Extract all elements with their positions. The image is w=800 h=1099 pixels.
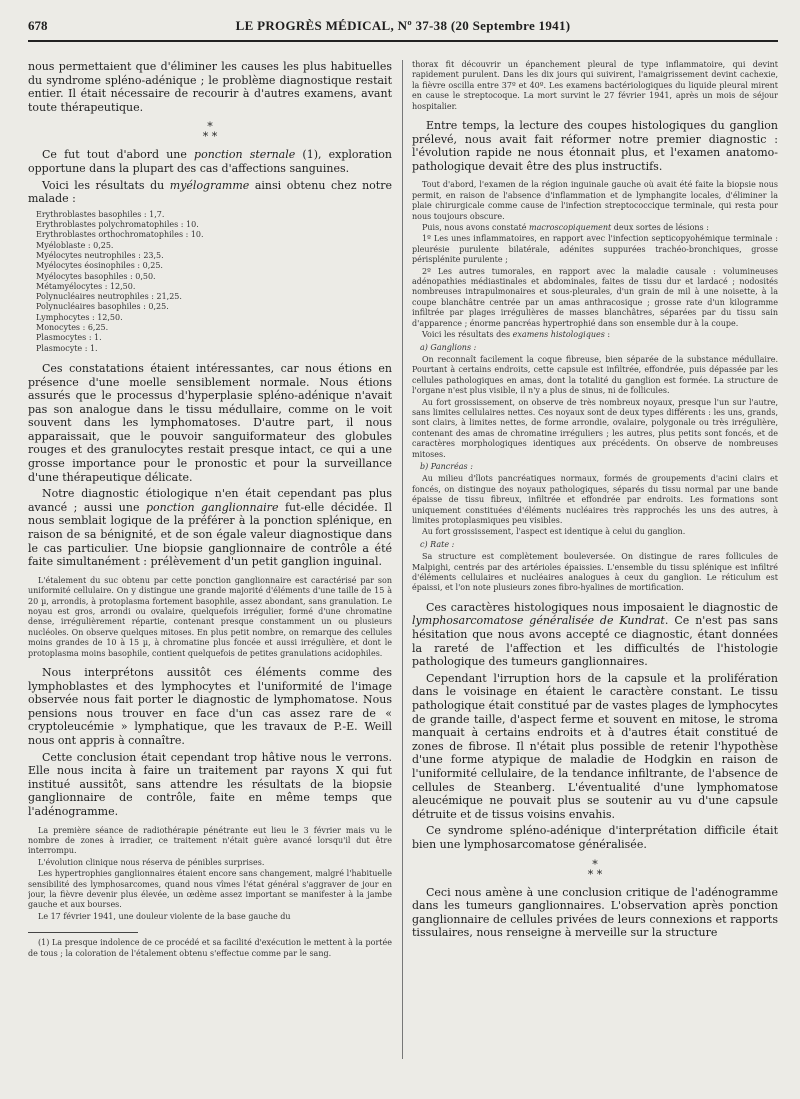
myelogram-item: Plasmocytes : 1. — [36, 333, 102, 343]
column-divider — [402, 60, 403, 1059]
paragraph: Entre temps, la lecture des coupes histologiques du ganglion prélevé, nous avait fait réformer notre premier diagnostic : l'évolution rapide ne nous étonnait plus, et l'examen anatomo-pathologique devait être des plus instructifs. — [412, 119, 778, 173]
small-print-paragraph: 2º Les autres tumorales, en rapport avec la maladie causale : volumineuses adénopathies médiastinales et abdominales, faites de tissu dur et lardacé ; nodosités nombreuses intrapulmonaires et sous-pleurales, d'un grain de mil à une noisette, à la coupe blanchâtre centrée par un amas anthracosique ; grosse rate d'un kilogramme infiltrée par plages irrégulières de masses blanchâtres, séparées par du tissu sain d'apparence ; énorme pancréas hypertrophié dans son ensemble dur à la coupe. — [412, 266, 778, 328]
small-print-paragraph: Au milieu d'îlots pancréatiques normaux, formés de groupements d'acini clairs et foncés, on distingue des noyaux pathologiques, séparés du tissu normal par une bande épaisse de tissu fibreux, infiltrée et effondrée par endroits. Les formations sont uniquement constituées d'éléments nucléaires très rapprochés les uns des autres, à limites protoplasmiques peu visibles. — [412, 474, 778, 525]
small-print-paragraph: Voici les résultats des examens histologiques : — [422, 330, 611, 340]
myelogram-item: Erythroblastes orthochromatophiles : 10. — [36, 230, 204, 240]
article-columns — [28, 60, 778, 1059]
asterism-top: * — [207, 120, 213, 134]
footnote: (1) La presque indolence de ce procédé et sa facilité d'exécution le mettent à la portée de tous ; la coloration de l'étalement obtenu s'effectue comme par le sang. — [28, 938, 392, 958]
footnote-rule — [28, 932, 138, 933]
small-print-paragraph: Puis, nous avons constaté macroscopiquement deux sortes de lésions : — [422, 223, 709, 233]
paragraph: Ce syndrome spléno-adénique d'interprétation difficile était bien une lymphosarcomatose généralisée. — [412, 824, 778, 851]
journal-title: LE PROGRÈS MÉDICAL, Nº 37-38 (20 Septembre 1941) — [235, 18, 571, 33]
subsection-heading: b) Pancréas : — [420, 461, 473, 471]
section-separator — [412, 857, 778, 881]
right-column — [412, 60, 778, 1059]
paragraph: Nous interprétons aussitôt ces éléments comme des lymphoblastes et des lymphocytes et l'uniformité de l'image observée nous fait porter le diagnostic de lymphomatose. Nous pensions nous trouver en face d'un cas assez rare de « cryptoleucémie » lymphatique, que les travaux de P.-E. Weill nous ont appris à connaître. — [28, 666, 392, 748]
myelogram-item: Monocytes : 6,25. — [36, 323, 109, 333]
asterism-top: * — [592, 857, 598, 871]
small-print-paragraph: Tout d'abord, l'examen de la région inguinale gauche où avait été faite la biopsie nous permit, en raison de l'absence d'inflammation et de lymphangite locales, d'éliminer la plaie chirurgicale comme cause de l'infection streptococcique terminale, qui resta pour nous toujours obscure. — [412, 180, 778, 221]
asterism-bottom: * * — [202, 130, 218, 144]
running-header — [28, 18, 778, 42]
paragraph: Ce fut tout d'abord une ponction sternale (1), exploration opportune dans la plupart des cas d'affections sanguines. — [28, 148, 392, 175]
small-print-paragraph: L'étalement du suc obtenu par cette ponction ganglionnaire est caractérisé par son uniformité cellulaire. On y distingue une grande majorité d'éléments d'une taille de 15 à 20 µ, arrondis, à protoplasma fortement basophile, assez abondant, sans granulation. Le noyau est gros, arrondi ou ovalaire, quelquefois irrégulier, formé d'une chromatine dense, irrégulièrement répartie, contenant presque constamment un ou plusieurs nucléoles. On observe quelques mitoses. En plus petit nombre, on remarque des cellules moins grandes de 10 à 15 µ, à chromatine plus foncée et aussi irrégulière, et dont le protoplasma moins basophile, contient quelquefois de petites granulations acidophiles. — [28, 575, 392, 658]
myelogram-item: Myélocytes basophiles : 0,50. — [36, 271, 156, 281]
small-print-paragraph: Au fort grossissement, l'aspect est identique à celui du ganglion. — [422, 527, 686, 537]
paragraph: Ces caractères histologiques nous imposaient le diagnostic de lymphosarcomatose généralisée de Kundrat. Ce n'est pas sans hésitation que nous avons accepté ce diagnostic, étant données la rareté de l'affection et les difficultés de l'histologie pathologique des tumeurs ganglionnaires. — [412, 600, 778, 669]
myelogram-item: Erythroblastes polychromatophiles : 10. — [36, 220, 199, 230]
paragraph: Cependant l'irruption hors de la capsule et la prolifération dans le voisinage en étaient le caractère constant. Le tissu pathologique était constitué par de vastes plages de lymphocytes de grande taille, d'aspect ferme et souvent en mitose, le stroma manquait à certains endroits et à d'autres était constitué de zones de fibrose. Il n'était plus possible de retenir l'hypothèse d'une forme atypique de maladie de Hodgkin en raison de l'uniformité cellulaire, de la tendance infiltrante, de l'absence de cellules de Steanberg. L'éventualité d'une lymphomatose aleucémique ne pouvait plus se soutenir au vu d'une capsule détruite et de tissus voisins envahis. — [412, 671, 778, 821]
small-print-paragraph: L'évolution clinique nous réserva de pénibles surprises. — [38, 857, 265, 867]
myelogram-item: Plasmocyte : 1. — [36, 343, 98, 353]
paragraph: nous permettaient que d'éliminer les causes les plus habituelles du syndrome spléno-adénique ; le problème diagnostique restait entier. Il était nécessaire de recourir à d'autres examens, avant toute thérapeutique. — [28, 60, 392, 114]
page-number: 678 — [28, 18, 48, 33]
paragraph: Voici les résultats du myélogramme ainsi obtenu chez notre malade : — [28, 178, 392, 206]
small-print-paragraph: Sa structure est complètement bouleversée. On distingue de rares follicules de Malpighi, centrés par des artérioles épaissies. L'ensemble du tissu splénique est infiltré d'éléments cellulaires et nucléaires analogues à ceux du ganglion. Le réticulum est épaissi, et l'on note plusieurs zones fibro-hyalines de mortification. — [412, 552, 778, 593]
paragraph: Ces constatations étaient intéressantes, car nous étions en présence d'une moelle sensiblement normale. Nous étions assurés que le processus d'hyperplasie spléno-adénique n'avait pas son analogue dans le tissu médullaire, comme on le voit souvent dans les lymphomatoses. D'autre part, il nous apparaissait, que le pouvoir sanguiformateur des globules rouges et des granulocytes restait presque intact, ce qui a une grosse importance pour le pronostic et pour la surveillance d'une thérapeutique délicate. — [28, 361, 392, 484]
paragraph: Cette conclusion était cependant trop hâtive nous le verrons. Elle nous incita à faire un traitement par rayons X qui fut institué aussitôt, sans attendre les résultats de la biopsie ganglionnaire de contrôle, faite en même temps que l'adénogramme. — [28, 750, 392, 818]
myelogram-item: Myélocytes éosinophiles : 0,25. — [36, 261, 163, 271]
myelogram-item: Métamyélocytes : 12,50. — [36, 281, 136, 291]
myelogram-item: Polynucléaires neutrophiles : 21,25. — [36, 292, 182, 302]
small-print-paragraph: La première séance de radiothérapie pénétrante eut lieu le 3 février mais vu le nombre de zones à irradier, ce traitement n'était guère avancé lorsqu'il dut être interrompu. — [28, 825, 392, 856]
small-print-paragraph: thorax fit découvrir un épanchement pleural de type inflammatoire, qui devint rapidement purulent. Dans les dix jours qui suivirent, l'amaigrissement devint cachexie, la fièvre oscilla entre 37º et 40º. Les examens bactériologiques du liquide pleural mirent en cause le streptocoque. La mort survint le 27 février 1941, après un mois de séjour hospitalier. — [412, 60, 778, 111]
section-separator — [28, 122, 392, 142]
small-print-paragraph: 1º Les unes inflammatoires, en rapport avec l'infection septicopyohémique terminale : pleurésie purulente bilatérale, adénites suppurées trachéo-bronchiques, grosse périsplénite purulente ; — [412, 234, 778, 265]
myelogram-item: Erythroblastes basophiles : 1,7. — [36, 209, 165, 219]
paragraph: Ceci nous amène à une conclusion critique de l'adénogramme dans les tumeurs ganglionnaires. L'observation après ponction ganglionnaire de cellules privées de leurs connexions et rapports tissulaires, nous renseigne à merveille sur la structure — [412, 885, 778, 940]
myelogram-list — [28, 210, 392, 354]
small-print-paragraph: Le 17 février 1941, une douleur violente de la base gauche du — [38, 911, 291, 921]
paragraph: Notre diagnostic étiologique n'en était cependant pas plus avancé ; aussi une ponction ganglionnaire fut-elle décidée. Il nous semblait logique de la préférer à la ponction splénique, en raison de sa bénignité, et de son égale valeur diagnostique dans le cas particulier. Une biopsie ganglionnaire de contrôle a été faite simultanément : prélèvement d'un petit ganglion inguinal. — [28, 487, 392, 569]
myelogram-item: Lymphocytes : 12,50. — [36, 312, 123, 322]
myelogram-item: Myéloblaste : 0,25. — [36, 240, 114, 250]
asterism-bottom: * * — [587, 867, 603, 881]
myelogram-item: Myélocytes neutrophiles : 23,5. — [36, 250, 164, 260]
subsection-heading: a) Ganglions : — [420, 342, 477, 352]
left-column — [28, 60, 392, 1059]
small-print-paragraph: Au fort grossissement, on observe de très nombreux noyaux, presque l'un sur l'autre, sans limites cellulaires nettes. Ces noyaux sont de deux types différents : les uns, grands, sont clairs, à limites nettes, de forme arrondie, ovalaire, polygonale ou très irrégulière, contenant des amas de chromatine irréguliers ; les autres, plus petits sont foncés, et de caractères morphologiques identiques aux précédents. On observe de nombreuses mitoses. — [412, 397, 778, 459]
subsection-heading: c) Rate : — [420, 539, 455, 549]
small-print-paragraph: On reconnaît facilement la coque fibreuse, bien séparée de la substance médullaire. Pourtant à certains endroits, cette capsule est infiltrée, effondrée, puis dépassée par les cellules pathologiques en amas, dont la totalité du ganglion est formée. La structure de l'organe n'est plus visible, il n'y a plus de sinus, ni de follicules. — [412, 354, 778, 396]
myelogram-item: Polynucléaires basophiles : 0,25. — [36, 302, 169, 312]
small-print-paragraph: Les hypertrophies ganglionnaires étaient encore sans changement, malgré l'habituelle sensibilité des lymphosarcomes, quand nous vîmes l'état général s'aggraver de jour en jour, la fièvre devenir plus élevée, un œdème assez important se manifester à la jambe gauche et aux bourses. — [28, 869, 392, 910]
